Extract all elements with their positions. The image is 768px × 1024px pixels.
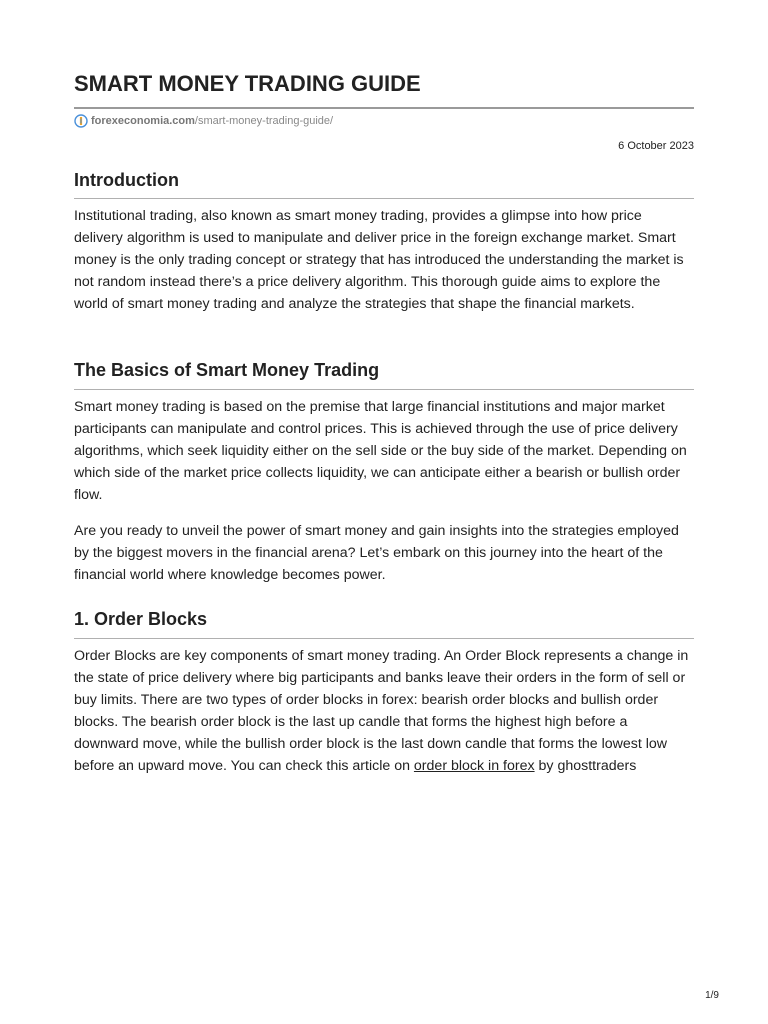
paragraph-order-blocks (74, 645, 694, 778)
section-divider (74, 198, 694, 199)
section-heading-order-blocks: 1. Order Blocks (74, 609, 208, 629)
site-favicon-icon (74, 114, 88, 128)
paragraph-introduction: Institutional trading, also known as smart money trading, provides a glimpse into how price delivery algorithm is used to manipulate and deliver price in the foreign exchange market. Smart money is the only trading concept or strategy that has introduced the understanding the market is not random instead there’s a price delivery algorithm. This thorough guide aims to explore the world of smart money trading and analyze the strategies that shape the financial markets. (74, 208, 684, 313)
title-divider (74, 107, 694, 109)
page-title: SMART MONEY TRADING GUIDE (74, 71, 421, 96)
source-domain: forexeconomia.com (91, 115, 195, 127)
paragraph-basics-1: Smart money trading is based on the premise that large financial institutions and major market participants can manipulate and control prices. This is achieved through the use of price delivery algorithms, which seek liquidity either on the sell side or the buy side of the market. Depending on which side of the market price collects liquidity, we can anticipate either a bearish or bullish order flow. (74, 399, 687, 504)
paragraph-order-blocks-text: Order Blocks are key components of smart money trading. An Order Block represents a change in the state of price delivery where big participants and banks leave their orders in the form of sell or buy limits. There are two types of order blocks in forex: bearish order blocks and bullish order blocks. The bearish order block is the last up candle that forms the highest high before a downward move, while the bullish order block is the last down candle that forms the lowest low before an upward move. You can check this article on (74, 648, 689, 775)
section-divider (74, 389, 694, 390)
page-number: 1/9 (705, 990, 719, 1001)
publish-date: 6 October 2023 (618, 140, 694, 152)
paragraph-order-blocks-trailing: by ghosttraders (534, 758, 637, 775)
section-heading-basics: The Basics of Smart Money Trading (74, 360, 380, 380)
order-block-link[interactable]: order block in forex (413, 758, 535, 775)
source-path: /smart-money-trading-guide/ (194, 115, 334, 127)
section-heading-introduction: Introduction (74, 170, 179, 190)
paragraph-basics-2: Are you ready to unveil the power of smart money and gain insights into the strategies employed by the biggest movers in the financial arena? Let’s embark on this journey into the heart of the financial world where knowledge becomes power. (74, 523, 679, 584)
section-divider (74, 638, 694, 639)
source-link[interactable] (74, 114, 333, 128)
